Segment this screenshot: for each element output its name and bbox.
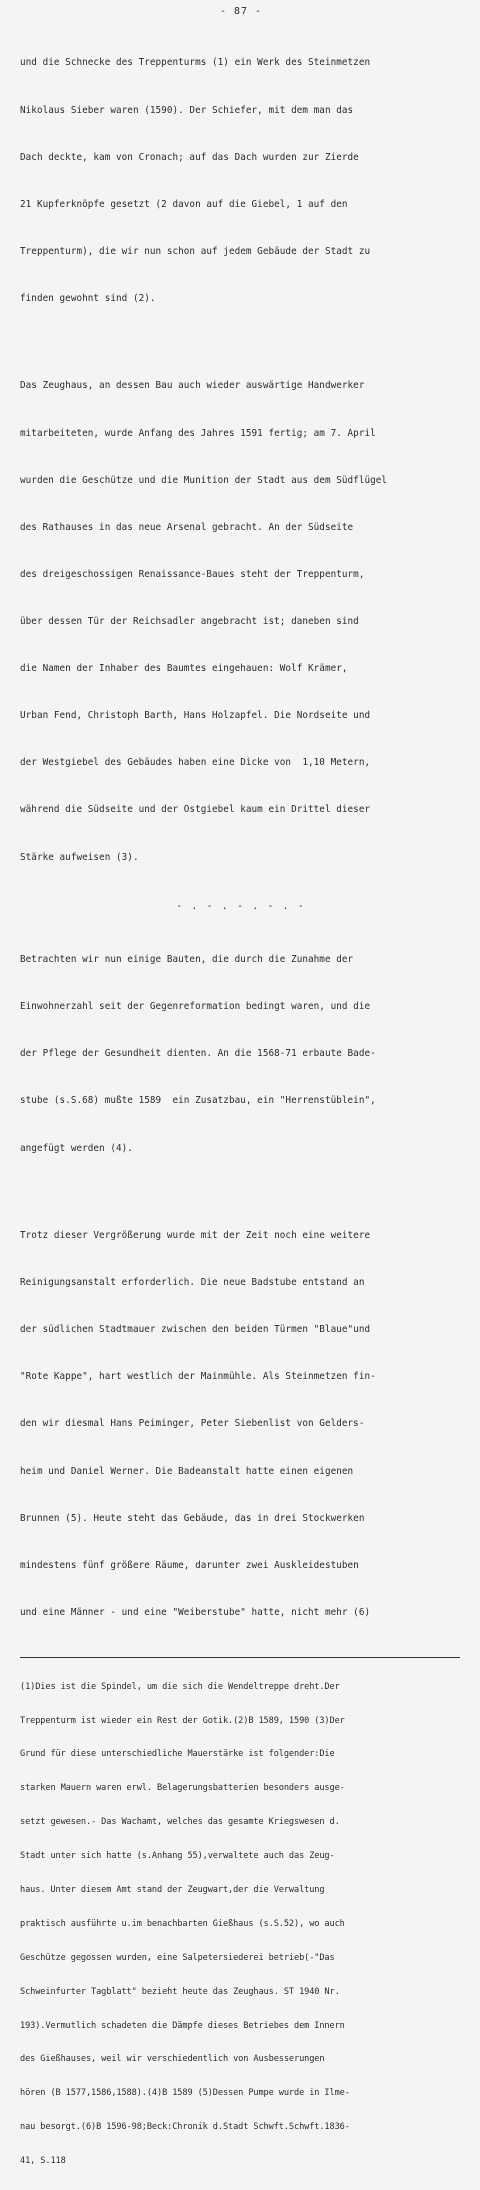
footnote-line: 193).Vermutlich schadeten die Dämpfe dieses Betriebes dem Innern [20,2020,345,2031]
paragraph-zeughaus [20,347,462,897]
text-line: wurden die Geschütze und die Munition der Stadt aus dem Südflügel [20,474,388,486]
footnote-line: starken Mauern waren erwl. Belagerungsbatterien besonders ausge- [20,1783,345,1794]
footnote-line: praktisch ausführte u.im benachbarten Gießhaus (s.S.52), wo auch [20,1918,345,1929]
text-line: über dessen Tür der Reichsadler angebracht ist; daneben sind [20,616,359,628]
text-line: "Rote Kappe", hart westlich der Mainmühle. Als Steinmetzen fin- [20,1371,376,1383]
text-line: und die Schnecke des Treppenturms (1) ein Werk des Steinmetzen [20,57,371,69]
text-line: der Westgiebel des Gebäudes haben eine Dicke von 1,10 Metern, [20,757,371,769]
footnote-line: (1)Dies ist die Spindel, um die sich die Wendeltreppe dreht.Der [20,1681,340,1692]
text-line: der Pflege der Gesundheit dienten. An die 1568-71 erbaute Bade- [20,1048,376,1060]
text-line: die Namen der Inhaber des Baumtes eingehauen: Wolf Krämer, [20,663,348,675]
footnote-line: haus. Unter diesem Amt stand der Zeugwart,der die Verwaltung [20,1884,325,1895]
footnote-line: Geschütze gegossen wurden, eine Salpetersiederei betrieb(-"Das [20,1952,335,1963]
text-line: finden gewohnt sind (2). [20,292,156,304]
text-line: der südlichen Stadtmauer zwischen den beiden Türmen "Blaue"und [20,1324,371,1336]
footnote-line: nau besorgt.(6)B 1596-98;Beck:Chronik d.Stadt Schwft.Schwft.1836- [20,2122,350,2133]
footnote-line: Schweinfurter Tagblatt" bezieht heute das Zeughaus. ST 1940 Nr. [20,1986,340,1997]
text-line: Das Zeughaus, an dessen Bau auch wieder auswärtige Handwerker [20,380,365,392]
text-line: Reinigungsanstalt erforderlich. Die neue Badstube entstand an [20,1277,365,1289]
footnote-line: hören (B 1577,1586,1588).(4)B 1589 (5)Dessen Pumpe wurde in Ilme- [20,2088,350,2099]
text-line: Urban Fend, Christoph Barth, Hans Holzapfel. Die Nordseite und [20,710,371,722]
text-line: Brunnen (5). Heute steht das Gebäude, das in drei Stockwerken [20,1512,365,1524]
paragraph-staircase [20,24,462,338]
footnote-line: Stadt unter sich hatte (s.Anhang 55),verwaltete auch das Zeug- [20,1851,335,1862]
footnote-line: 41, S.118 [20,2156,66,2167]
section-separator: - . - . - . - . - [176,900,306,912]
text-line: angefügt werden (4). [20,1142,133,1154]
paragraph-badestube [20,921,462,1188]
text-line: mitarbeiteten, wurde Anfang des Jahres 1591 fertig; am 7. April [20,427,376,439]
text-line: des Rathauses in das neue Arsenal gebracht. An der Südseite [20,521,354,533]
text-line: Dach deckte, kam von Cronach; auf das Dach wurden zur Zierde [20,151,359,163]
footnote-line: Grund für diese unterschiedliche Mauerstärke ist folgender:Die [20,1749,335,1760]
text-line: heim und Daniel Werner. Die Badeanstalt hatte einen eigenen [20,1465,354,1477]
text-line: des dreigeschossigen Renaissance-Baues steht der Treppenturm, [20,568,365,580]
text-line: mindestens fünf größere Räume, darunter zwei Auskleidestuben [20,1559,359,1571]
footnotes [20,1659,462,2190]
footnote-line: setzt gewesen.- Das Wachamt, welches das gesamte Kriegswesen d. [20,1817,340,1828]
text-line: stube (s.S.68) mußte 1589 ein Zusatzbau, ein "Herrenstüblein", [20,1095,376,1107]
footnote-divider [20,1657,460,1658]
page-number: - 87 - [219,6,263,17]
text-line: Nikolaus Sieber waren (1590). Der Schiefer, mit dem man das [20,104,354,116]
text-line: und eine Männer - und eine "Weiberstube" hatte, nicht mehr (6) [20,1606,371,1618]
text-line: 21 Kupferknöpfe gesetzt (2 davon auf die Giebel, 1 auf den [20,198,348,210]
text-line: den wir diesmal Hans Peiminger, Peter Siebenlist von Gelders- [20,1418,365,1430]
text-line: Treppenturm), die wir nun schon auf jedem Gebäude der Stadt zu [20,245,371,257]
text-line: Betrachten wir nun einige Bauten, die durch die Zunahme der [20,954,354,966]
text-line: Stärke aufweisen (3). [20,851,139,863]
footnote-line: des Gießhauses, weil wir verschiedentlich von Ausbesserungen [20,2054,325,2065]
paragraph-new-bath [20,1197,462,1652]
text-line: Einwohnerzahl seit der Gegenreformation bedingt waren, und die [20,1001,371,1013]
footnote-line: Treppenturm ist wieder ein Rest der Gotik.(2)B 1589, 1590 (3)Der [20,1715,345,1726]
text-line: während die Südseite und der Ostgiebel kaum ein Drittel dieser [20,804,371,816]
text-line: Trotz dieser Vergrößerung wurde mit der Zeit noch eine weitere [20,1230,371,1242]
